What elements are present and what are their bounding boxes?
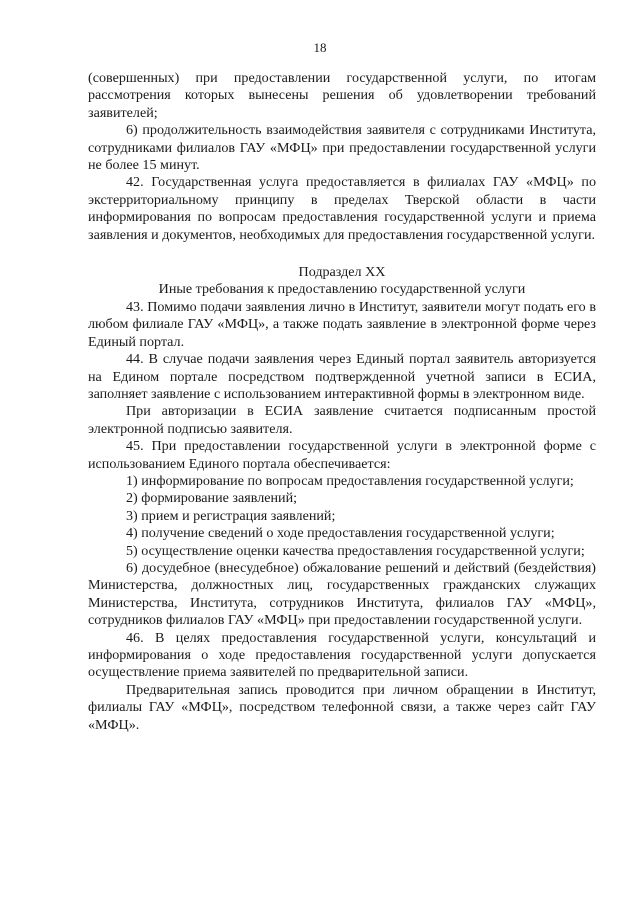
list-item: 5) осуществление оценки качества предоставления государственной услуги; bbox=[126, 542, 585, 559]
subsection-title: Подраздел XX bbox=[298, 264, 386, 281]
paragraph: При авторизации в ЕСИА заявление считается подписанным простой электронной подписью заявителя. bbox=[88, 403, 596, 437]
paragraph: Предварительная запись проводится при личном обращении в Институт, филиалы ГАУ «МФЦ», посредством телефонной связи, а также через сайт ГАУ «МФЦ». bbox=[88, 681, 596, 733]
paragraph: 46. В целях предоставления государственной услуги, консультаций и информирования о ходе предоставления государственной услуги допускается осуществление приема заявителей по предварительной записи. bbox=[88, 629, 596, 681]
paragraph: 6) продолжительность взаимодействия заявителя с сотрудниками Института, сотрудниками филиалов ГАУ «МФЦ» при предоставлении государственной услуги не более 15 минут. bbox=[88, 122, 596, 174]
list-item: 3) прием и регистрация заявлений; bbox=[126, 507, 336, 524]
list-item: 4) получение сведений о ходе предоставления государственной услуги; bbox=[126, 525, 555, 542]
paragraph: 44. В случае подачи заявления через Единый портал заявитель авторизуется на Едином портале посредством подтвержденной учетной записи в ЕСИА, заполняет заявление с использованием интерактивной формы в электронном виде. bbox=[88, 351, 596, 402]
document-body bbox=[88, 70, 596, 734]
paragraph: 43. Помимо подачи заявления лично в Институт, заявители могут подать его в любом филиале ГАУ «МФЦ», а также подать заявление в электронной форме через Единый портал. bbox=[88, 298, 596, 350]
paragraph: 45. При предоставлении государственной услуги в электронной форме с использованием Единого портала обеспечивается: bbox=[88, 438, 596, 472]
list-item: 6) досудебное (внесудебное) обжалование решений и действий (бездействия) Министерства, должностных лиц, государственных гражданских служащих Министерства, Института, сотрудников Института, филиалов ГАУ «МФЦ», сотрудников филиалов ГАУ «МФЦ» при предоставлении государственной услуги. bbox=[88, 559, 596, 629]
list-item: 2) формирование заявлений; bbox=[126, 490, 298, 507]
list-item: 1) информирование по вопросам предоставления государственной услуги; bbox=[126, 472, 574, 489]
paragraph: 42. Государственная услуга предоставляется в филиалах ГАУ «МФЦ» по экстерриториальному принципу в пределах Тверской области в части информирования по вопросам предоставления государственной услуги и приема заявления и документов, необходимых для предоставления государственной услуги. bbox=[88, 174, 596, 243]
page-number: 18 bbox=[313, 40, 327, 55]
paragraph: (совершенных) при предоставлении государственной услуги, по итогам рассмотрения которых вынесены решения об удовлетворении требований заявителей; bbox=[88, 70, 596, 121]
subsection-subtitle: Иные требования к предоставлению государственной услуги bbox=[158, 281, 526, 298]
spacer bbox=[88, 244, 596, 264]
